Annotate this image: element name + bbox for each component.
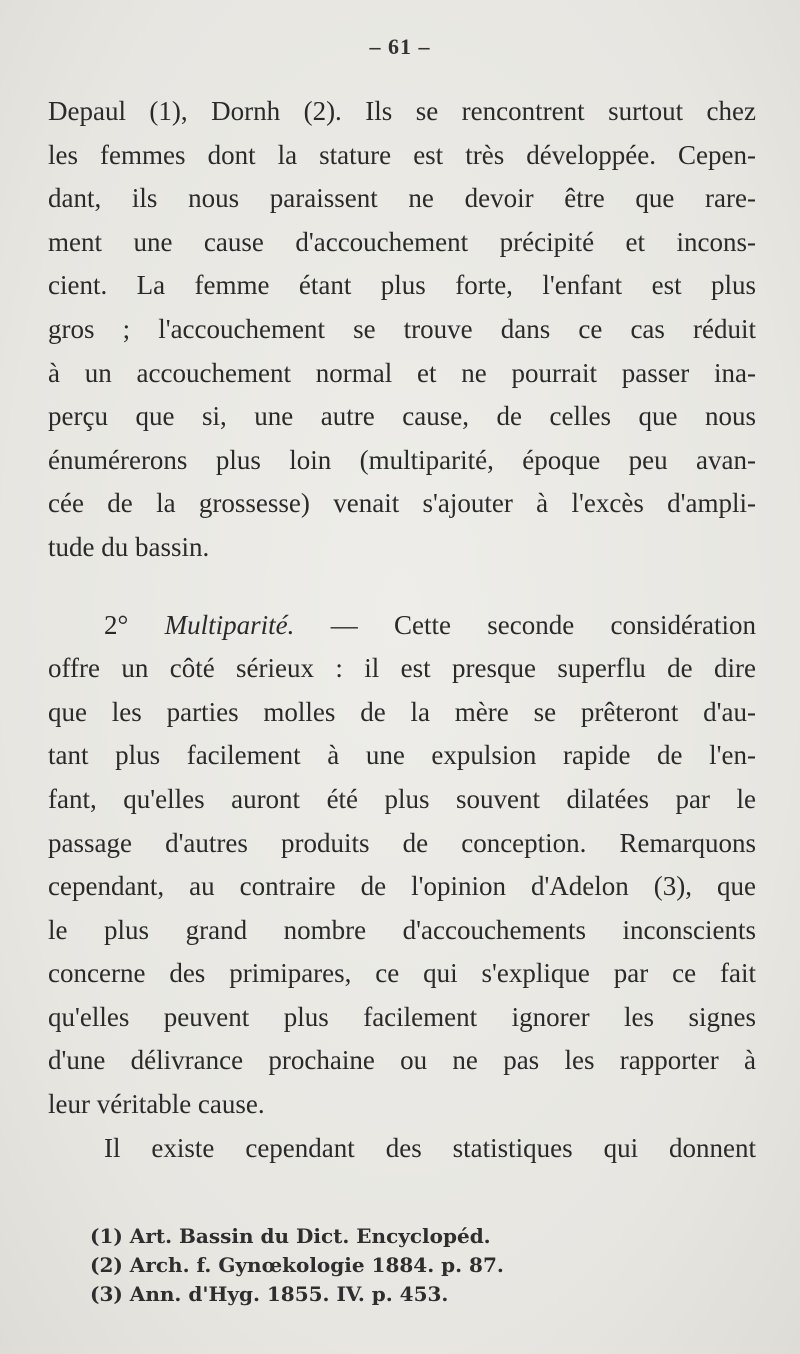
footnote: (2) Arch. f. Gynœkologie 1884. p. 87. — [90, 1253, 504, 1277]
paragraph-2 — [48, 604, 756, 1127]
text-line: cient. La femme étant plus forte, l'enfant est plus — [48, 270, 756, 301]
paragraph-1 — [48, 90, 756, 570]
text-line: que les parties molles de la mère se prêteront d'au- — [48, 696, 756, 727]
text-line: les femmes dont la stature est très développée. Cepen- — [48, 139, 756, 170]
text-line: tant plus facilement à une expulsion rapide de l'en- — [48, 740, 756, 771]
section-title: Multiparité. — [164, 609, 295, 640]
text-line: gros ; l'accouchement se trouve dans ce cas réduit — [48, 313, 756, 344]
section-heading-line — [48, 604, 756, 648]
text-line: qu'elles peuvent plus facilement ignorer les signes — [48, 1001, 756, 1032]
text-line: offre un côté sérieux : il est presque superflu de dire — [48, 653, 756, 684]
body-text — [48, 90, 756, 1170]
text-line: concerne des primipares, ce qui s'explique par ce fait — [48, 958, 756, 989]
text-line: cependant, au contraire de l'opinion d'Adelon (3), que — [48, 871, 756, 902]
text-line: perçu que si, une autre cause, de celles que nous — [48, 401, 756, 432]
section-number: 2° — [104, 609, 129, 640]
text-line: Depaul (1), Dornh (2). Ils se rencontrent surtout chez — [48, 96, 756, 126]
footnotes — [90, 1222, 610, 1309]
paragraph-gap — [48, 570, 756, 604]
text-line: dant, ils nous paraissent ne devoir être que rare- — [48, 183, 756, 214]
paragraph-3 — [48, 1127, 756, 1171]
text-line: Il existe cependant des statistiques qui donnent — [104, 1132, 756, 1163]
text-line: énumérerons plus loin (multiparité, époque peu avan- — [48, 444, 756, 475]
text-line: le plus grand nombre d'accouchements inconscients — [48, 914, 756, 945]
heading-line-text: — Cette seconde considération — [330, 609, 756, 640]
text-line: fant, qu'elles auront été plus souvent dilatées par le — [48, 783, 756, 814]
text-line: à un accouchement normal et ne pourrait passer ina- — [48, 357, 756, 388]
text-line: passage d'autres produits de conception. Remarquons — [48, 827, 756, 858]
text-line: leur véritable cause. — [48, 1089, 265, 1120]
text-line: cée de la grossesse) venait s'ajouter à l'excès d'ampli- — [48, 488, 756, 519]
text-line: tude du bassin. — [48, 531, 210, 562]
footnote: (1) Art. Bassin du Dict. Encyclopéd. — [90, 1224, 491, 1248]
footnote: (3) Ann. d'Hyg. 1855. IV. p. 453. — [90, 1282, 449, 1306]
text-line: d'une délivrance prochaine ou ne pas les rapporter à — [48, 1045, 756, 1076]
text-line: ment une cause d'accouchement précipité et incons- — [48, 226, 756, 257]
page-number: – 61 – — [369, 34, 431, 59]
